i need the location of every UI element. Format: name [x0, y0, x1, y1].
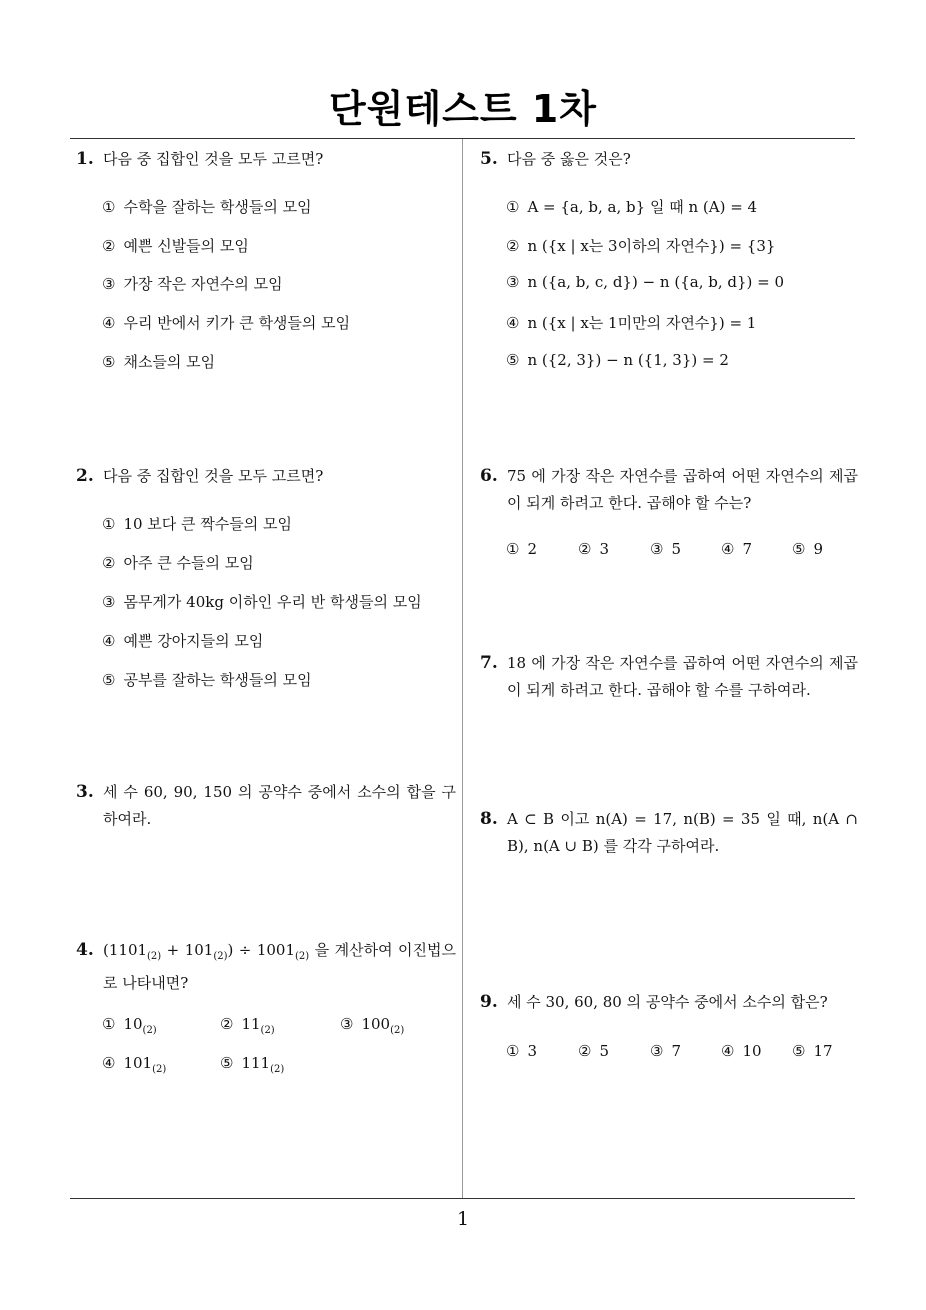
option-4[interactable]: ④ $101_{(2)}$: [102, 1054, 167, 1075]
question-text: 18 에 가장 작은 자연수를 곱하여 어떤 자연수의 제곱이 되게 하려고 한다. 곱해야 할 수를 구하여라.: [507, 654, 858, 699]
option-4[interactable]: ④ n ({x | x는 1미만의 자연수}) = 1: [506, 314, 757, 332]
question-number: 6.: [480, 466, 498, 486]
option-4[interactable]: ④ 10: [721, 1042, 762, 1060]
option-3[interactable]: ③ n ({a, b, c, d}) − n ({a, b, d}) = 0: [506, 273, 785, 291]
question-number: 4.: [76, 940, 94, 960]
question-7: [480, 650, 858, 704]
question-5: [480, 146, 858, 173]
option-3[interactable]: ③ $100_{(2)}$: [340, 1015, 405, 1036]
question-text: $(1101_{(2)} + 101_{(2)}) \div 1001_{(2)}$ 을 계산하여 이진법으로 나타내면?: [103, 941, 456, 992]
question-3: [76, 779, 456, 833]
question-text: 다음 중 집합인 것을 모두 고르면?: [103, 150, 324, 168]
question-text: 세 수 60, 90, 150 의 공약수 중에서 소수의 합을 구하여라.: [103, 783, 456, 828]
page-number: 1: [456, 1208, 470, 1230]
question-number: 9.: [480, 992, 498, 1012]
question-number: 2.: [76, 466, 94, 486]
option-1[interactable]: ① A = {a, b, a, b} 일 때 n (A) = 4: [506, 198, 758, 216]
page-title: 단원테스트 1차: [329, 87, 597, 131]
option-1[interactable]: ① $10_{(2)}$: [102, 1015, 157, 1036]
option-5[interactable]: ⑤ 공부를 잘하는 학생들의 모임: [102, 671, 312, 689]
option-4[interactable]: ④ 예쁜 강아지들의 모임: [102, 632, 264, 650]
option-1[interactable]: ① 3: [506, 1042, 537, 1060]
option-2[interactable]: ② 3: [578, 540, 609, 558]
column-divider: [462, 139, 463, 1198]
question-text: 다음 중 집합인 것을 모두 고르면?: [103, 467, 324, 485]
option-1[interactable]: ① 수학을 잘하는 학생들의 모임: [102, 198, 312, 216]
question-6: [480, 463, 858, 517]
bottom-rule: [70, 1198, 855, 1199]
option-4[interactable]: ④ 우리 반에서 키가 큰 학생들의 모임: [102, 314, 351, 332]
question-text: A ⊂ B 이고 n(A) = 17, n(B) = 35 일 때, n(A ∩ B), n(A ∪ B) 를 각각 구하여라.: [507, 810, 858, 855]
option-3[interactable]: ③ 7: [650, 1042, 681, 1060]
question-1: [76, 146, 456, 173]
option-2[interactable]: ② $11_{(2)}$: [220, 1015, 275, 1036]
option-2[interactable]: ② 아주 큰 수들의 모임: [102, 554, 254, 572]
question-number: 5.: [480, 149, 498, 169]
option-2[interactable]: ② 예쁜 신발들의 모임: [102, 237, 249, 255]
question-number: 1.: [76, 149, 94, 169]
option-5[interactable]: ⑤ $111_{(2)}$: [220, 1054, 285, 1075]
option-4[interactable]: ④ 7: [721, 540, 752, 558]
question-9: [480, 989, 858, 1016]
option-2[interactable]: ② 5: [578, 1042, 609, 1060]
option-3[interactable]: ③ 가장 작은 자연수의 모임: [102, 275, 283, 293]
question-4: [76, 937, 456, 997]
option-5[interactable]: ⑤ 9: [792, 540, 823, 558]
question-text: 다음 중 옳은 것은?: [507, 150, 631, 168]
question-number: 3.: [76, 782, 94, 802]
question-text: 75 에 가장 작은 자연수를 곱하여 어떤 자연수의 제곱이 되게 하려고 한다. 곱해야 할 수는?: [507, 467, 858, 512]
question-text: 세 수 30, 60, 80 의 공약수 중에서 소수의 합은?: [507, 993, 828, 1011]
option-1[interactable]: ① 10 보다 큰 짝수들의 모임: [102, 515, 293, 533]
option-5[interactable]: ⑤ n ({2, 3}) − n ({1, 3}) = 2: [506, 351, 729, 369]
question-number: 7.: [480, 653, 498, 673]
option-1[interactable]: ① 2: [506, 540, 537, 558]
option-5[interactable]: ⑤ 17: [792, 1042, 833, 1060]
option-3[interactable]: ③ 몸무게가 40kg 이하인 우리 반 학생들의 모임: [102, 593, 422, 611]
question-8: [480, 806, 858, 860]
option-3[interactable]: ③ 5: [650, 540, 681, 558]
question-2: [76, 463, 456, 490]
question-number: 8.: [480, 809, 498, 829]
option-5[interactable]: ⑤ 채소들의 모임: [102, 353, 216, 371]
option-2[interactable]: ② n ({x | x는 3이하의 자연수}) = {3}: [506, 237, 776, 255]
